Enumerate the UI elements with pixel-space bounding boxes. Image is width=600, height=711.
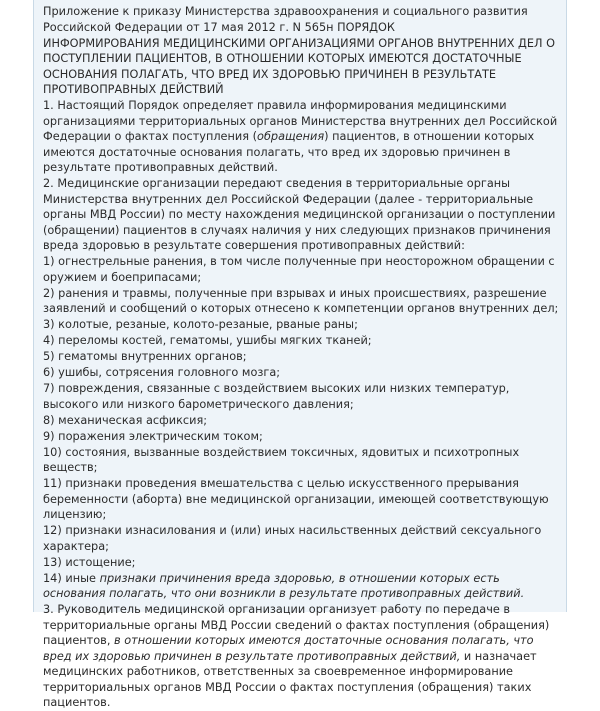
document-body	[43, 4, 563, 711]
list-item: 2) ранения и травмы, полученные при взрывах и иных происшествиях, разрешение заявлений и сообщений о которых отнесено к компетенции органов внутренних дел;	[43, 286, 559, 315]
list-item-14-start: 14) иные	[43, 571, 100, 585]
paragraph-3-start: 3. Руководитель медицинской организации организует работу по передаче в территориальные органы МВД России сведений о фактах поступления (обращения) пациентов,	[43, 603, 550, 647]
paragraph-1	[43, 98, 563, 176]
list-item-14	[43, 571, 563, 602]
paragraph-3-end: и назначает медицинских работников, ответственных за своевременное информирование территориальных органов МВД России о фактах поступления (обращения) таких пациентов.	[43, 649, 537, 709]
list-item: 9) поражения электрическим током;	[43, 429, 263, 443]
paragraph-1-start: 1. Настоящий Порядок определяет правила информирования медицинскими организациями территориальных органов Министерства внутренних дел Российской Федерации о фактах поступления (	[43, 99, 558, 143]
list-item: 6) ушибы, сотрясения головного мозга;	[43, 366, 281, 379]
list-item: 5) гематомы внутренних органов;	[43, 350, 247, 363]
paragraph-3	[43, 602, 563, 711]
document-title: ИНФОРМИРОВАНИЯ МЕДИЦИНСКИМИ ОРГАНИЗАЦИЯМИ ОРГАНОВ ВНУТРЕННИХ ДЕЛ О ПОСТУПЛЕНИИ ПАЦИЕНТОВ, В ОТНОШЕНИИ КОТОРЫХ ИМЕЮТСЯ ДОСТАТОЧНЫЕ ОСНОВАНИЯ ПОЛАГАТЬ, ЧТО ВРЕД ИХ ЗДОРОВЬЮ ПРИЧИНЕН В РЕЗУЛЬТАТЕ ПРОТИВОПРАВНЫХ ДЕЙСТВИЙ	[43, 36, 556, 96]
paragraph-1-italic: обращения	[257, 130, 325, 143]
list-item: 8) механическая асфиксия;	[43, 413, 208, 427]
list-item-14-italic: признаки причинения вреда здоровью, в отношении которых есть основания полагать, что они возникли в результате противоправных действий.	[43, 571, 525, 600]
paragraph-1-end: ) пациентов, в отношении которых имеются достаточные основания полагать, что вред их здоровью причинен в результате противоправных действий.	[43, 130, 535, 174]
appendix-line: Приложение к приказу Министерства здравоохранения и социального развития Российской Федерации от 17 мая 2012 г. N 565н ПОРЯДОК	[43, 5, 528, 34]
list-item: 7) повреждения, связанные с воздействием высоких или низких температур, высокого или низкого барометрического давления;	[43, 382, 510, 411]
list-item: 13) истощение;	[43, 555, 136, 569]
list-item: 4) переломы костей, гематомы, ушибы мягких тканей;	[43, 334, 372, 347]
list-item: 12) признаки изнасилования и (или) иных насильственных действий сексуального характера;	[43, 524, 542, 553]
paragraph-3-italic: в отношении которых имеются достаточные основания полагать, что вред их здоровью причинен в результате противоправных действий,	[43, 634, 534, 663]
list-item: 11) признаки проведения вмешательства с целью искусственного прерывания беременности (аборта) вне медицинской организации, имеющей соответствующую лицензию;	[43, 477, 549, 521]
list-item: 3) колотые, резаные, колото-резаные, рваные раны;	[43, 318, 358, 331]
list-item: 1) огнестрельные ранения, в том числе полученные при неосторожном обращении с оружием и боеприпасами;	[43, 255, 555, 284]
paragraph-2: 2. Медицинские организации передают сведения в территориальные органы Министерства внутренних дел Российской Федерации (далее - территориальные органы МВД России) по месту нахождения медицинской организации о поступлении (обращении) пациентов в случаях наличия у них следующих признаков причинения вреда здоровью в результате совершения противоправных действий:	[43, 177, 556, 252]
list-item: 10) состояния, вызванные воздействием токсичных, ядовитых и психотропных веществ;	[43, 445, 520, 474]
